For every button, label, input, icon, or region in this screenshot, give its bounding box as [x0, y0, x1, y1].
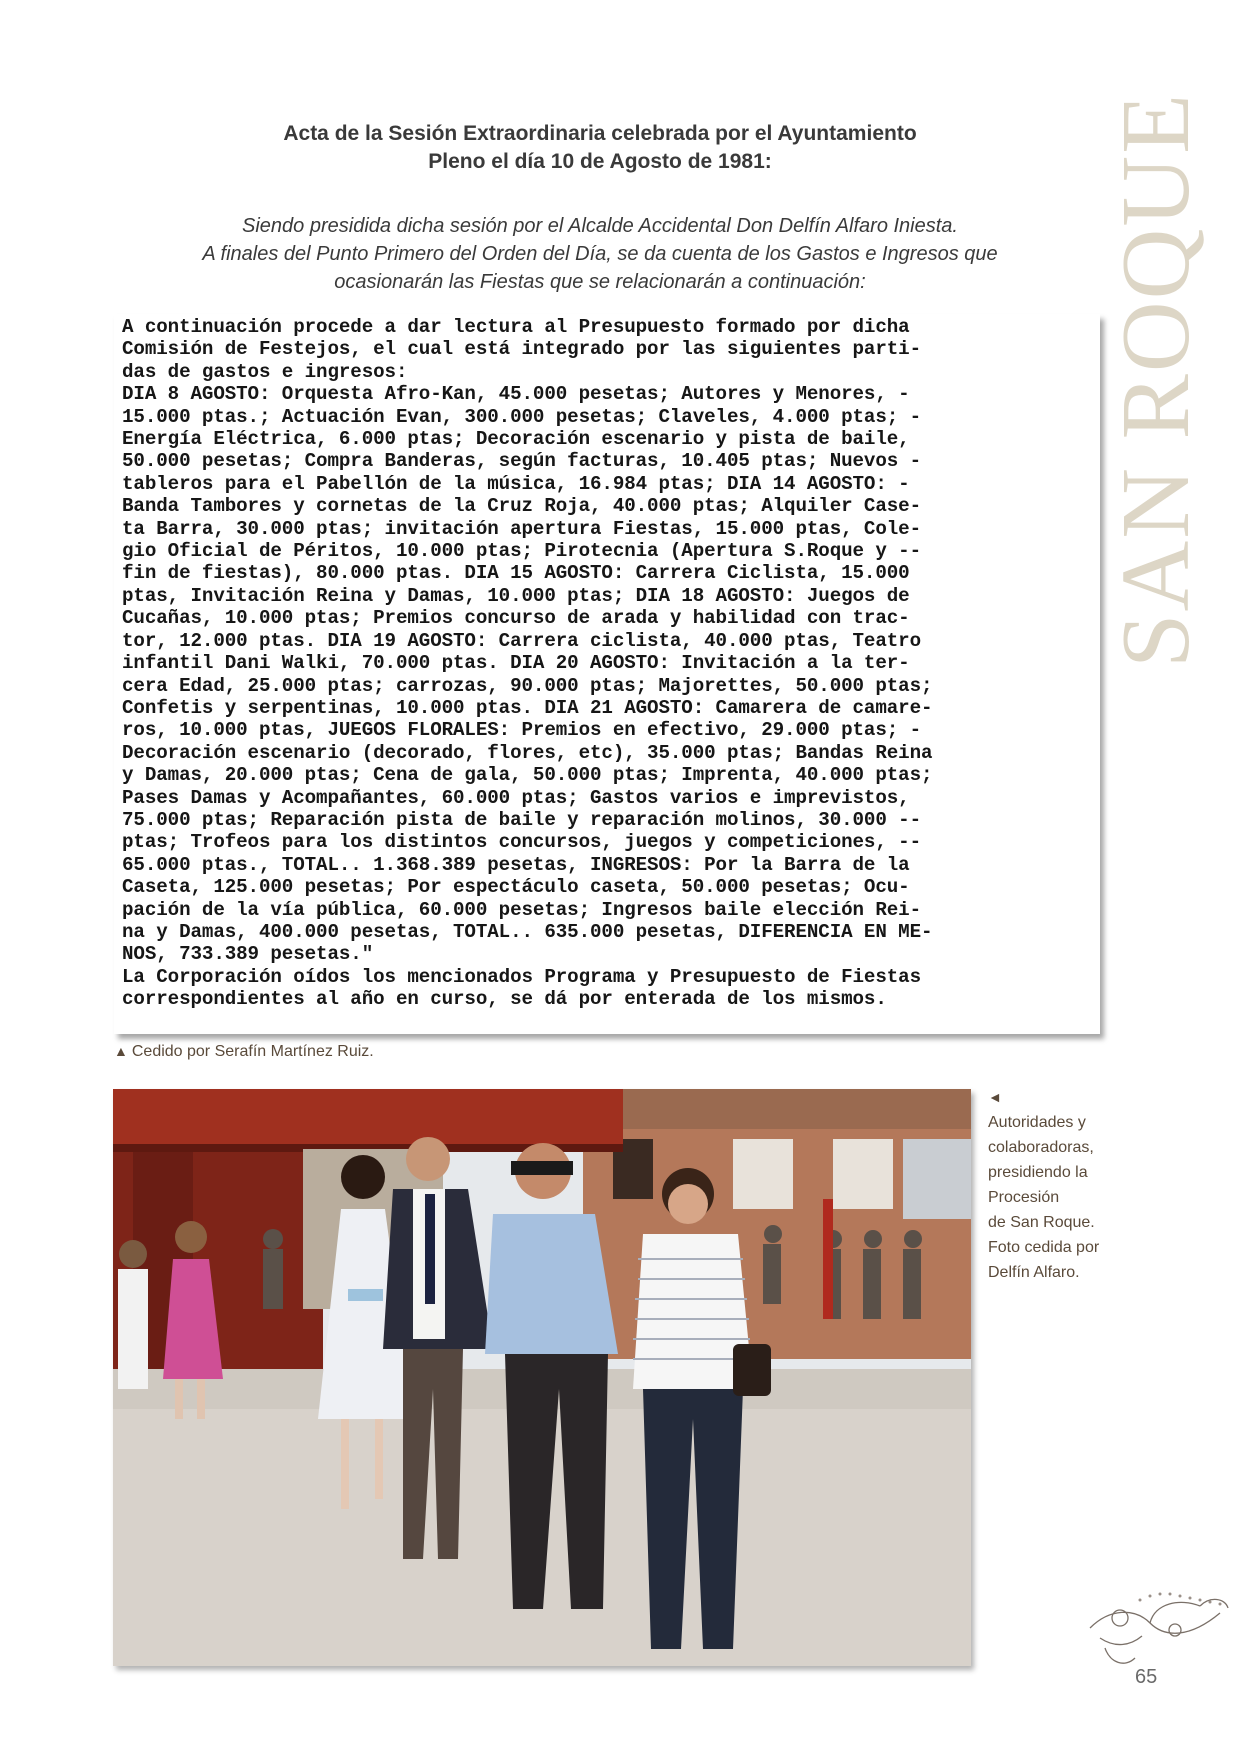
document-line: Decoración escenario (decorado, flores, etc), 35.000 ptas; Bandas Reina [122, 741, 933, 764]
document-line: Comisión de Festejos, el cual está integrado por las siguientes parti- [122, 338, 922, 361]
document-line: tor, 12.000 ptas. DIA 19 AGOSTO: Carrera ciclista, 40.000 ptas, Teatro [122, 629, 922, 652]
document-line: ros, 10.000 ptas, JUEGOS FLORALES: Premios en efectivo, 29.000 ptas; - [122, 719, 922, 742]
document-line: correspondientes al año en curso, se dá por enterada de los mismos. [122, 988, 887, 1011]
intro-line-1: Siendo presidida dicha sesión por el Alcalde Accidental Don Delfín Alfaro Iniesta. [242, 215, 958, 237]
scanned-document [114, 314, 1100, 1034]
document-line: Cucañas, 10.000 ptas; Premios concurso de arada y habilidad con trac- [122, 607, 910, 630]
document-line: das de gastos e ingresos: [122, 360, 408, 383]
document-caption [114, 1043, 374, 1061]
document-line: Confetis y serpentinas, 10.000 ptas. DIA 21 AGOSTO: Camarera de camare- [122, 696, 933, 719]
photo-caption-line: Procesión [988, 1189, 1060, 1206]
heading-line-1: Acta de la Sesión Extraordinaria celebrada por el Ayuntamiento [283, 122, 917, 145]
photo-caption-line: Delfín Alfaro. [988, 1264, 1080, 1281]
document-line: NOS, 733.389 pesetas." [122, 943, 374, 966]
heading-line-2: Pleno el día 10 de Agosto de 1981: [428, 150, 772, 173]
document-line: Caseta, 125.000 pesetas; Por espectáculo caseta, 50.000 pesetas; Ocu- [122, 876, 910, 899]
document-line: Banda Tambores y cornetas de la Cruz Roja, 40.000 ptas; Alquiler Case- [122, 495, 922, 518]
document-line: na y Damas, 400.000 pesetas, TOTAL.. 635.000 pesetas, DIFERENCIA EN ME- [122, 920, 933, 943]
document-line: tableros para el Pabellón de la música, 16.984 ptas; DIA 14 AGOSTO: - [122, 472, 910, 495]
document-line: La Corporación oídos los mencionados Programa y Presupuesto de Fiestas [122, 965, 922, 988]
document-line: pación de la vía pública, 60.000 pesetas; Ingresos baile elección Rei- [122, 898, 922, 921]
document-line: 50.000 pesetas; Compra Banderas, según facturas, 10.405 ptas; Nuevos - [122, 450, 922, 473]
side-title-text: SAN ROQUE [1102, 91, 1210, 669]
decorative-flourish-icon [1080, 1588, 1230, 1678]
document-caption-text: Cedido por Serafín Martínez Ruiz. [131, 1043, 374, 1060]
document-line: Pases Damas y Acompañantes, 60.000 ptas; Gastos varios e imprevistos, [122, 786, 910, 809]
left-triangle-icon: ◄ [988, 1089, 1002, 1105]
document-line: Energía Eléctrica, 6.000 ptas; Decoración escenario y pista de baile, [122, 428, 910, 451]
procession-photo-illustration [113, 1089, 971, 1666]
article-heading [160, 120, 1040, 176]
photo-caption-line: colaboradoras, [988, 1139, 1094, 1156]
document-line: ptas; Trofeos para los distintos concursos, juegos y competiciones, -- [122, 831, 922, 854]
document-line: DIA 8 AGOSTO: Orquesta Afro-Kan, 45.000 pesetas; Autores y Menores, - [122, 383, 910, 406]
procession-photo [113, 1089, 971, 1666]
photo-caption-line: Foto cedida por [988, 1239, 1100, 1256]
page-number: 65 [1135, 1666, 1158, 1688]
photo-caption-line: presidiendo la [988, 1164, 1088, 1181]
document-line: 75.000 ptas; Reparación pista de baile y reparación molinos, 30.000 -- [122, 808, 922, 831]
document-line: infantil Dani Walki, 70.000 ptas. DIA 20 AGOSTO: Invitación a la ter- [122, 652, 910, 675]
document-line: 15.000 ptas.; Actuación Evan, 300.000 pesetas; Claveles, 4.000 ptas; - [122, 405, 922, 428]
photo-caption-line: de San Roque. [988, 1214, 1095, 1231]
document-line: cera Edad, 25.000 ptas; carrozas, 90.000 ptas; Majorettes, 50.000 ptas; [122, 674, 933, 697]
document-line: A continuación procede a dar lectura al Presupuesto formado por dicha [122, 316, 910, 338]
intro-line-2: A finales del Punto Primero del Orden del Día, se da cuenta de los Gastos e Ingresos que [202, 243, 998, 265]
photo-caption [988, 1085, 1118, 1285]
document-line: gio Oficial de Péritos, 10.000 ptas; Pirotecnia (Apertura S.Roque y -- [122, 540, 922, 563]
document-line: ptas, Invitación Reina y Damas, 10.000 ptas; DIA 18 AGOSTO: Juegos de [122, 584, 910, 607]
document-line: y Damas, 20.000 ptas; Cena de gala, 50.000 ptas; Imprenta, 40.000 ptas; [122, 764, 933, 787]
document-line: ta Barra, 30.000 ptas; invitación apertura Fiestas, 15.000 ptas, Cole- [122, 517, 922, 540]
intro-paragraph [110, 212, 1090, 296]
document-line: fin de fiestas), 80.000 ptas. DIA 15 AGOSTO: Carrera Ciclista, 15.000 [122, 562, 910, 585]
document-line: 65.000 ptas., TOTAL.. 1.368.389 pesetas, INGRESOS: Por la Barra de la [122, 853, 910, 876]
intro-line-3: ocasionarán las Fiestas que se relacionarán a continuación: [334, 271, 866, 293]
side-section-title [1102, 91, 1210, 669]
photo-caption-line: Autoridades y [988, 1114, 1086, 1131]
up-triangle-icon: ▲ [114, 1043, 128, 1059]
scanned-document-text [122, 316, 1082, 1011]
